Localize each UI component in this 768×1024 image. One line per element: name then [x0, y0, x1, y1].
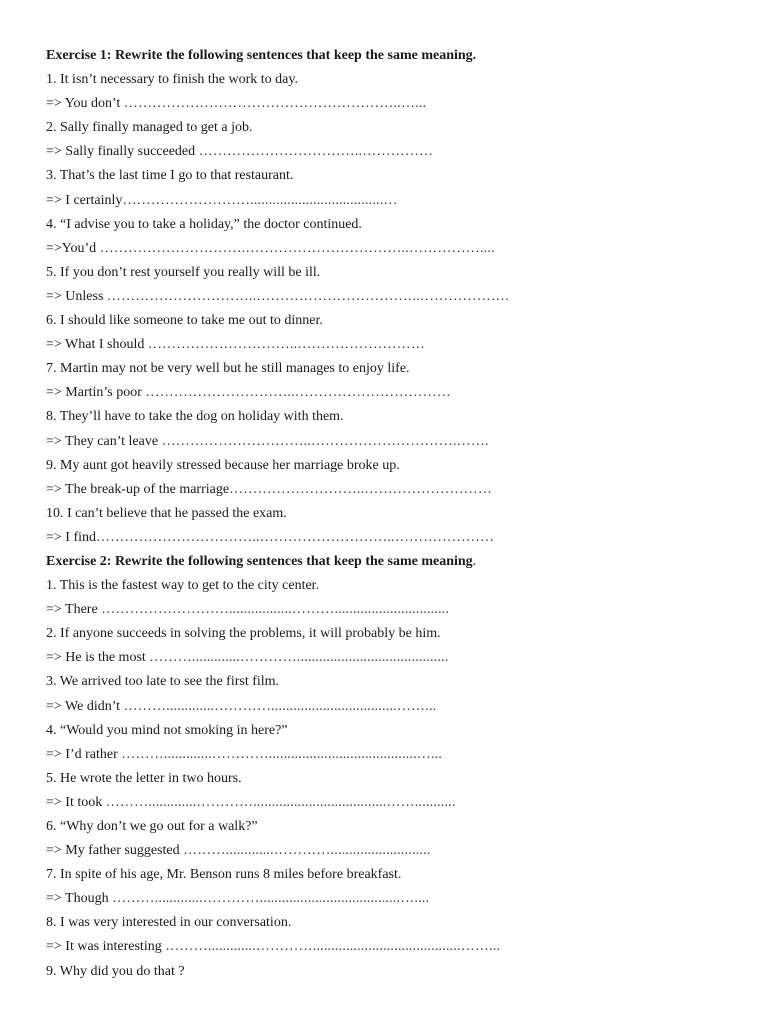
question-line: 3. That’s the last time I go to that restaurant.: [46, 168, 294, 184]
question-line: 10. I can’t believe that he passed the exam.: [46, 505, 287, 521]
answer-prompt: => You don’t: [46, 96, 124, 112]
answer-line: [46, 430, 748, 454]
question-line: 6. I should like someone to take me out to dinner.: [46, 313, 323, 329]
answer-prompt: => I’d rather: [46, 746, 122, 762]
answer-line: [46, 646, 748, 670]
answer-line: [46, 839, 748, 863]
answer-prompt: => What I should: [46, 337, 148, 353]
answer-line: [46, 237, 748, 261]
answer-prompt: => The break-up of the marriage: [46, 481, 230, 497]
answer-line: [46, 189, 748, 213]
question-line: 8. They’ll have to take the dog on holiday with them.: [46, 409, 344, 425]
answer-blank: ………………………….……………………………..……………....: [99, 240, 495, 256]
answer-blank: ………………………..………………………: [229, 481, 493, 497]
answer-blank: ……………………….................………...............................: [101, 602, 450, 618]
answer-blank: ……….............………….........................................: [149, 650, 449, 666]
answer-blank: …………………………..………………………: [147, 337, 426, 353]
answer-blank: ……………………………..……………: [198, 144, 434, 160]
answer-line: [46, 743, 748, 767]
question-line: 7. In spite of his age, Mr. Benson runs 8 miles before breakfast.: [46, 867, 402, 883]
answer-prompt: => There: [46, 602, 102, 618]
question-line: 6. “Why don’t we go out for a walk?”: [46, 819, 258, 834]
answer-blank: ……………………………..………………………..…………………: [96, 529, 495, 545]
answer-blank: ………………………....................................…: [122, 192, 398, 208]
answer-blank: ……….............…………......................................…....: [112, 891, 430, 907]
question-line: 1. It isn’t necessary to finish the work to day.: [46, 72, 298, 88]
answer-line: [46, 333, 748, 357]
answer-line: [46, 381, 748, 405]
answer-blank: ……….............…………..................................……...: [123, 698, 437, 714]
document-content: [46, 44, 748, 984]
answer-line: [46, 791, 748, 815]
answer-prompt: => My father suggested: [46, 843, 184, 859]
exercise-2-title: Exercise 2: Rewrite the following sentences that keep the same meaning.: [46, 553, 477, 569]
answer-line: [46, 285, 748, 309]
answer-line: [46, 887, 748, 911]
question-line: 1. This is the fastest way to get to the city center.: [46, 578, 320, 594]
answer-prompt: => They can’t leave: [46, 433, 162, 449]
answer-line: [46, 140, 748, 164]
answer-blank: …………………………..……………………………: [145, 385, 452, 401]
answer-blank: ……….............…………....................................……...........: [105, 794, 456, 810]
answer-prompt: => It was interesting: [46, 939, 166, 955]
question-line: 5. He wrote the letter in two hours.: [46, 770, 242, 786]
answer-prompt: => Sally finally succeeded: [46, 144, 199, 160]
answer-line: [46, 935, 748, 959]
question-line: 4. “I advise you to take a holiday,” the doctor continued.: [46, 216, 362, 232]
answer-prompt: => We didn’t: [46, 698, 124, 714]
answer-blank: …………………………………………………..…...: [123, 96, 427, 112]
answer-blank: ……….............…………........................................……...: [165, 939, 501, 955]
answer-prompt: => Martin’s poor: [46, 385, 146, 401]
question-line: 3. We arrived too late to see the first film.: [46, 674, 280, 690]
question-line: 5. If you don’t rest yourself you really will be ill.: [46, 264, 321, 280]
answer-line: [46, 478, 748, 502]
answer-blank: …………………………..………………………….…….: [161, 433, 489, 449]
answer-prompt: => I certainly: [46, 192, 123, 208]
exercise-2-items: [46, 574, 748, 984]
answer-prompt: =>You’d: [46, 240, 100, 256]
answer-blank: …………………………..……………………………..……………….: [106, 288, 509, 304]
question-line: 7. Martin may not be very well but he still manages to enjoy life.: [46, 361, 410, 377]
question-line: 9. My aunt got heavily stressed because her marriage broke up.: [46, 457, 400, 473]
question-line: 2. Sally finally managed to get a job.: [46, 120, 253, 136]
answer-blank: ……….............…………...........................: [183, 843, 431, 859]
question-line: 2. If anyone succeeds in solving the problems, it will probably be him.: [46, 626, 441, 642]
answer-prompt: => Unless: [46, 288, 107, 304]
exercise-1-items: [46, 68, 748, 550]
answer-prompt: => Though: [46, 891, 113, 907]
answer-prompt: => It took: [46, 794, 106, 810]
question-line: 8. I was very interested in our conversation.: [46, 915, 292, 931]
answer-line: [46, 695, 748, 719]
answer-prompt: => I find: [46, 529, 97, 545]
answer-blank: ……….............…………........................................…...: [121, 746, 443, 762]
question-line: 4. “Would you mind not smoking in here?”: [46, 722, 288, 738]
answer-line: [46, 526, 748, 550]
answer-prompt: => He is the most: [46, 650, 150, 666]
exercise-1-title: Exercise 1: Rewrite the following sentences that keep the same meaning.: [46, 48, 477, 63]
answer-line: [46, 598, 748, 622]
answer-line: [46, 92, 748, 116]
question-line: 9. Why did you do that ?: [46, 963, 185, 979]
